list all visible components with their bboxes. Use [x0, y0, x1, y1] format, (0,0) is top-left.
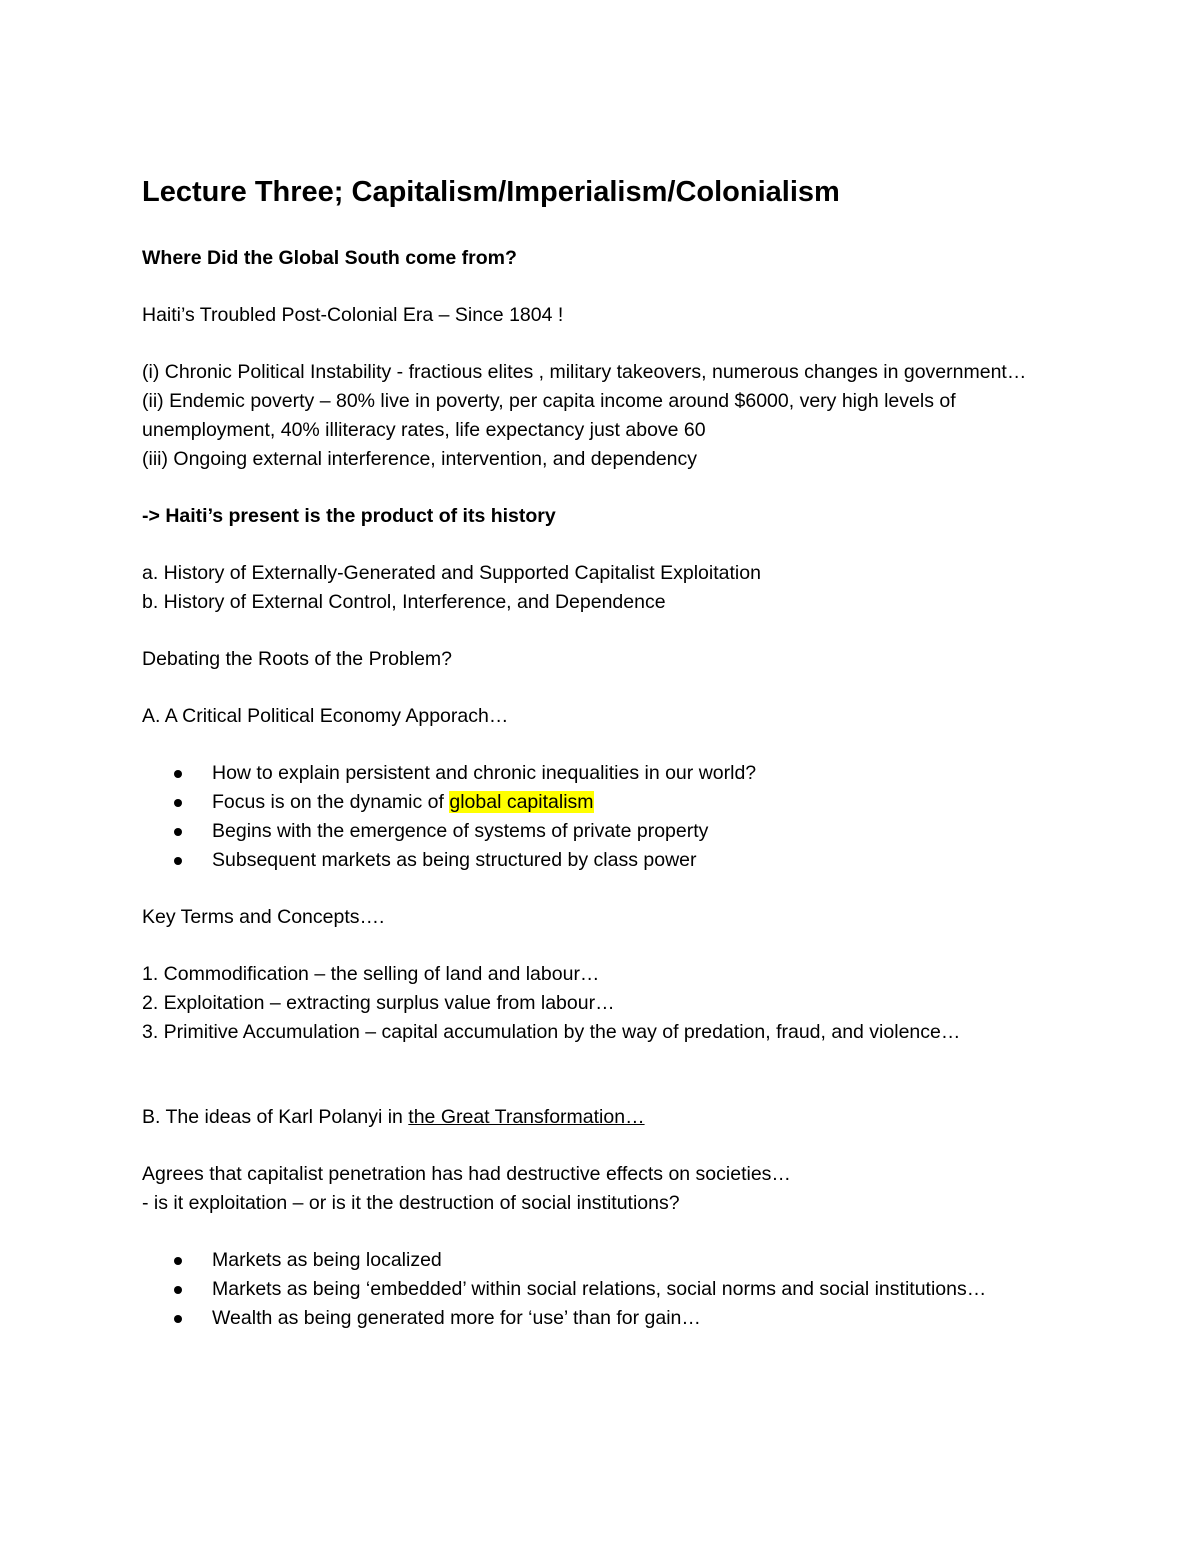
history-b: b. History of External Control, Interference, and Dependence	[142, 591, 666, 613]
approach-a-heading: A. A Critical Political Economy Apporach…	[142, 705, 509, 727]
document-page	[142, 170, 1072, 1333]
approach-a-bullets	[142, 759, 1072, 875]
document-title: Lecture Three; Capitalism/Imperialism/Colonialism	[142, 176, 840, 208]
polanyi-bullets	[142, 1246, 1072, 1333]
section-b-prefix: B. The ideas of Karl Polanyi in	[142, 1106, 409, 1128]
list-item	[142, 846, 1072, 875]
bullet-icon	[174, 1257, 182, 1265]
point-i: (i) Chronic Political Instability - fractious elites , military takeovers, numerous changes in government…	[142, 361, 1027, 383]
agrees-statement: Agrees that capitalist penetration has had destructive effects on societies…	[142, 1163, 791, 1185]
bullet-text: Begins with the emergence of systems of private property	[212, 820, 709, 842]
bullet-text-prefix: Focus is on the dynamic of	[212, 791, 450, 813]
haiti-heading: Haiti’s Troubled Post-Colonial Era – Since 1804 !	[142, 304, 564, 326]
key-terms-heading: Key Terms and Concepts….	[142, 906, 385, 928]
section-b-heading	[142, 1103, 1072, 1132]
list-item	[142, 817, 1072, 846]
term-3: 3. Primitive Accumulation – capital accumulation by the way of predation, fraud, and violence…	[142, 1021, 961, 1043]
term-2: 2. Exploitation – extracting surplus value from labour…	[142, 992, 615, 1014]
point-ii: (ii) Endemic poverty – 80% live in poverty, per capita income around $6000, very high levels of unemployment, 40% illiteracy rates, life expectancy just above 60	[142, 390, 956, 441]
list-item	[142, 788, 1072, 817]
present-arrow: ->	[142, 505, 166, 527]
question-statement: - is it exploitation – or is it the destruction of social institutions?	[142, 1192, 680, 1214]
history-a: a. History of Externally-Generated and Supported Capitalist Exploitation	[142, 562, 761, 584]
bullet-text: Markets as being localized	[212, 1249, 442, 1271]
highlighted-text: global capitalism	[449, 791, 594, 813]
bullet-icon	[174, 1315, 182, 1323]
bullet-text: How to explain persistent and chronic inequalities in our world?	[212, 762, 757, 784]
list-item	[142, 1275, 1072, 1304]
bullet-text: Subsequent markets as being structured by class power	[212, 849, 697, 871]
list-item	[142, 759, 1072, 788]
point-iii: (iii) Ongoing external interference, intervention, and dependency	[142, 448, 698, 470]
term-1: 1. Commodification – the selling of land and labour…	[142, 963, 600, 985]
bullet-icon	[174, 857, 182, 865]
bullet-text: Markets as being ‘embedded’ within social relations, social norms and social institutions…	[212, 1278, 987, 1300]
bullet-text: Wealth as being generated more for ‘use’ than for gain…	[212, 1307, 701, 1329]
book-title: the Great Transformation…	[408, 1106, 645, 1128]
bullet-icon	[174, 1286, 182, 1294]
bullet-icon	[174, 828, 182, 836]
document-subtitle: Where Did the Global South come from?	[142, 247, 517, 269]
present-statement	[142, 502, 1072, 531]
bullet-icon	[174, 770, 182, 778]
list-item	[142, 1246, 1072, 1275]
bullet-icon	[174, 799, 182, 807]
present-text: Haiti’s present is the product of its history	[165, 505, 556, 527]
list-item	[142, 1304, 1072, 1333]
debating-heading: Debating the Roots of the Problem?	[142, 648, 453, 670]
